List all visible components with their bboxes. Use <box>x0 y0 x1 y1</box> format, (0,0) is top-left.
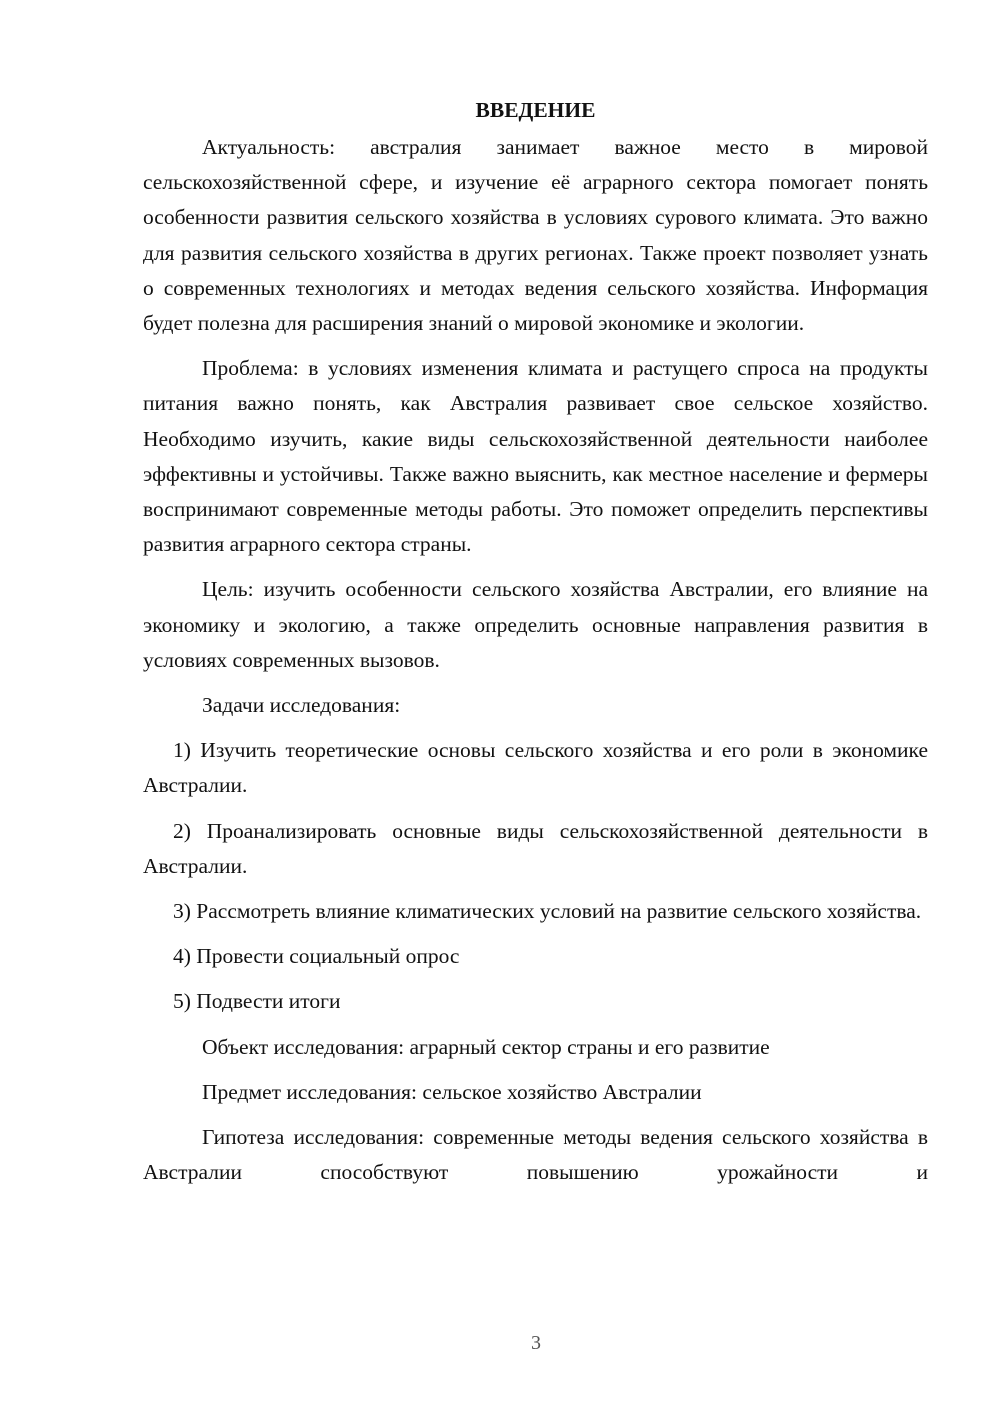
relevance-paragraph: Актуальность: австралия занимает важное место в мировой сельскохозяйственной сфере, и изучение её аграрного сектора помогает понять особенности развития сельского хозяйства в условиях сурового климата. Это важно для развития сельского хозяйства в других регионах. Также проект позволяет узнать о современных технологиях и методах ведения сельского хозяйства. Информация будет полезна для расширения знаний о мировой экономике и экологии. <box>143 135 928 336</box>
task-item-3: 3) Рассмотреть влияние климатических условий на развитие сельского хозяйства. <box>173 899 922 924</box>
page-number: 3 <box>531 1332 541 1354</box>
document-body <box>143 92 928 1200</box>
hypothesis-paragraph: Гипотеза исследования: современные методы ведения сельского хозяйства в Австралии способствуют повышению урожайности и <box>143 1125 928 1185</box>
task-item-2: 2) Проанализировать основные виды сельскохозяйственной деятельности в Австралии. <box>143 818 928 878</box>
tasks-heading: Задачи исследования: <box>202 693 401 718</box>
object-paragraph: Объект исследования: аграрный сектор страны и его развитие <box>202 1034 770 1059</box>
task-item-4: 4) Провести социальный опрос <box>173 944 460 969</box>
section-title: ВВЕДЕНИЕ <box>475 98 596 122</box>
task-item-5: 5) Подвести итоги <box>173 989 341 1014</box>
problem-paragraph: Проблема: в условиях изменения климата и растущего спроса на продукты питания важно понять, как Австралия развивает свое сельское хозяйство. Необходимо изучить, какие виды сельскохозяйственной деятельности наиболее эффективны и устойчивы. Также важно выяснить, как местное население и фермеры воспринимают современные методы работы. Это поможет определить перспективы развития аграрного сектора страны. <box>143 356 928 557</box>
task-item-1: 1) Изучить теоретические основы сельского хозяйства и его роли в экономике Австралии. <box>143 738 928 798</box>
goal-paragraph: Цель: изучить особенности сельского хозяйства Австралии, его влияние на экономику и экологию, а также определить основные направления развития в условиях современных вызовов. <box>143 577 928 672</box>
subject-paragraph: Предмет исследования: сельское хозяйство Австралии <box>202 1079 702 1104</box>
